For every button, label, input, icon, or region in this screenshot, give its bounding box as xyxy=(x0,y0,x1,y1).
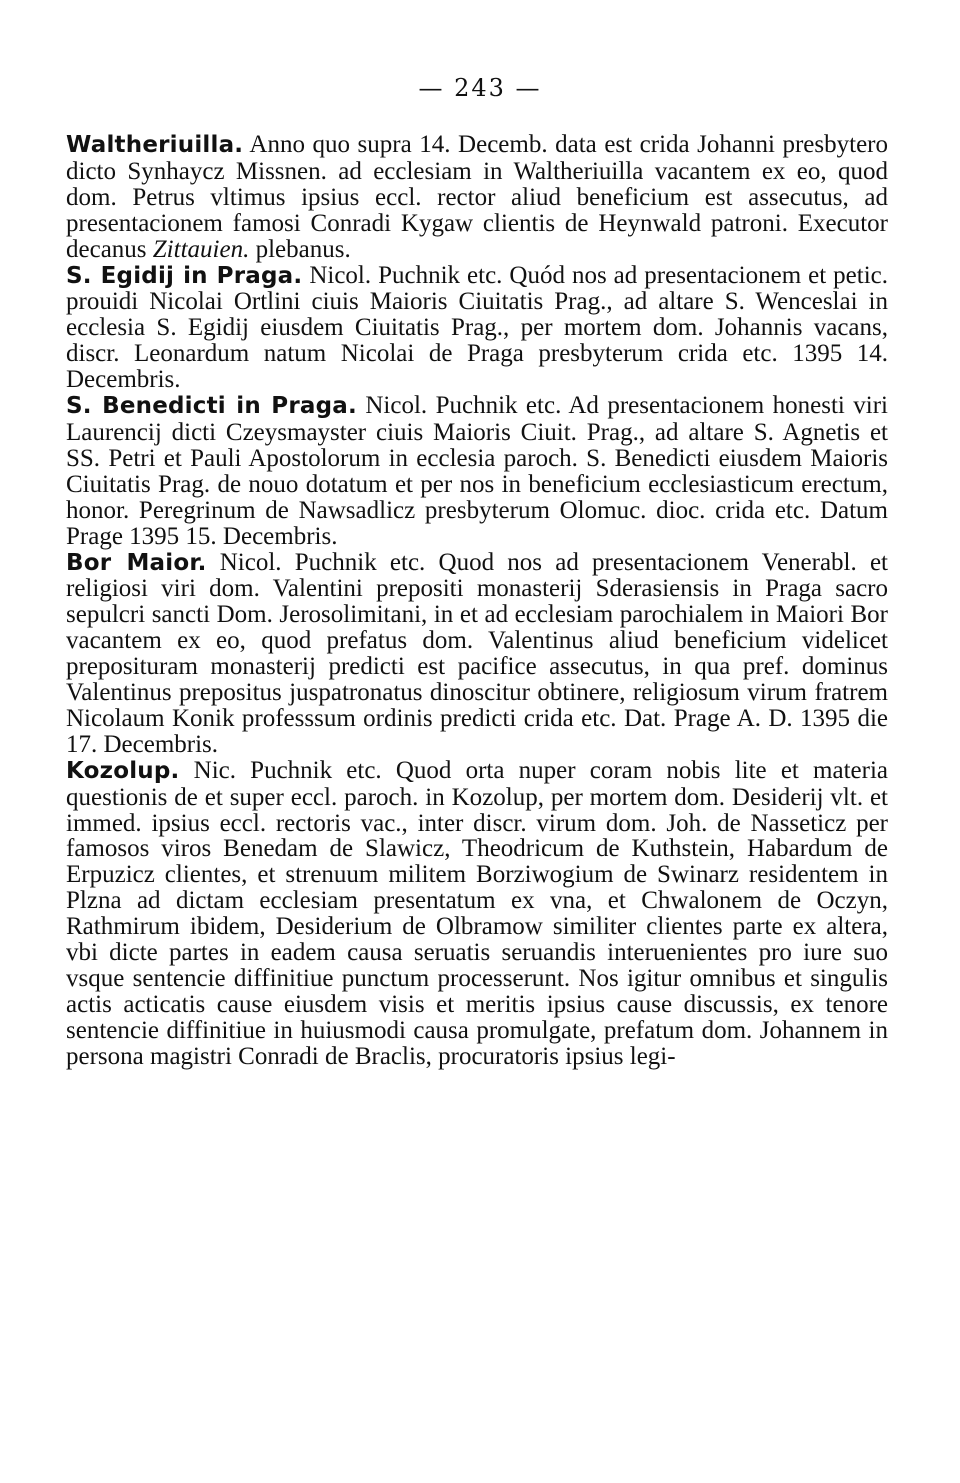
entry-heading: Kozolup. xyxy=(66,757,180,784)
entry-s-benedicti xyxy=(66,393,888,549)
entry-s-egidij xyxy=(66,263,888,394)
entry-text-end: plebanus. xyxy=(249,235,351,263)
entry-heading: Waltheriuilla. xyxy=(66,132,244,158)
page-number: — 243 — xyxy=(418,74,542,102)
entry-text: Nic. Puchnik etc. Quod orta nuper coram nobis lite et materia questionis de et super eccl. paroch. in Kozolup, per mortem dom. Desiderij vlt. et immed. ipsius eccl. rectoris vac., inter discr. virum dom. Joh. de Nasseticz per famosos viros Benedam de Slawicz, Theodricum de Kuthstein, Habardum de Erpuzicz clientes, et strenuum militem Borziwogium de Swinarz residentem in Plzna ad dictam ecclesiam presentatum ex vna, et Chwalonem de Oczyn, Rathmirum ibidem, Desiderium de Olbramow similiter clientes parte ex altera, vbi dicte partes in eadem causa seruatis seruandis interuenientes pro iure suo vsque sentencie diffinitiue punctum processerunt. Nos igitur omnibus et singulis actis acticatis cause eiusdem visis et meritis ipsius cause discussis, ex tenore sentencie diffinitiue in huiusmodi causa promulgate, prefatum dom. Johannem in persona magistri Conradi de Braclis, procuratoris ipsius legi- xyxy=(66,756,888,1070)
document-body xyxy=(66,132,888,1070)
entry-text: Anno quo supra 14. Decemb. data est crida Johanni presbytero dicto Synhaycz Missnen. ad ecclesiam in Waltheriuilla vacantem ex eo, quod dom. Petrus vltimus ipsius eccl. rector aliud beneficium est assecutus, ad presentacionem famosi Conradi Kygaw clientis de Heynwald patroni. Executor decanus xyxy=(66,131,888,263)
entry-text: Nicol. Puchnik etc. Quód nos ad presentacionem et petic. prouidi Nicolai Ortlini ciuis Maioris Ciuitatis Prag., ad altare S. Wenceslai in ecclesia S. Egidij eiusdem Ciuitatis Prag., per mortem dom. Johannis vacans, discr. Leonardum natum Nicolai de Praga presbyterum crida etc. 1395 14. Decembris. xyxy=(66,261,888,394)
entry-heading: S. Egidij in Praga. xyxy=(66,262,303,289)
entry-text: Nicol. Puchnik etc. Quod nos ad presentacionem Venerabl. et religiosi viri dom. Valentini prepositi monasterij Sderasiensis in Praga sacro sepulcri sancti Dom. Jerosolimitani, in et ad ecclesiam parochialem in Maiori Bor vacantem ex eo, quod prefatus dom. Valentinus aliud beneficium videlicet preposituram monasterij predicti est pacifice assecutus, in qua pref. dominus Valentinus prepositus juspatronatus dinoscitur obtinere, religiosum virum fratrem Nicolaum Konik professsum ordinis predicti crida etc. Dat. Prage A. D. 1395 die 17. Decembris. xyxy=(66,548,889,758)
entry-text: Nicol. Puchnik etc. Ad presentacionem honesti viri Laurencij dicti Czeysmayster ciuis Maioris Ciuit. Prag., ad altare S. Agnetis et SS. Petri et Pauli Apostolorum in ecclesia paroch. S. Benedicti eiusdem Maioris Ciuitatis Prag. de nouo dotatum et per nos in beneficium ecclesiasticum erectum, honor. Peregrinum de Nawsadlicz presbyterum Olomuc. dioc. crida etc. Datum Prage 1395 15. Decembris. xyxy=(66,392,889,550)
entry-heading: Bor Maior. xyxy=(66,549,207,576)
entry-waltheriuilla xyxy=(66,132,888,263)
entry-bor-maior xyxy=(66,550,888,758)
italic-place-name: Zittauien. xyxy=(152,235,250,263)
entry-kozolup xyxy=(66,758,888,1070)
entry-heading: S. Benedicti in Praga. xyxy=(66,393,357,420)
